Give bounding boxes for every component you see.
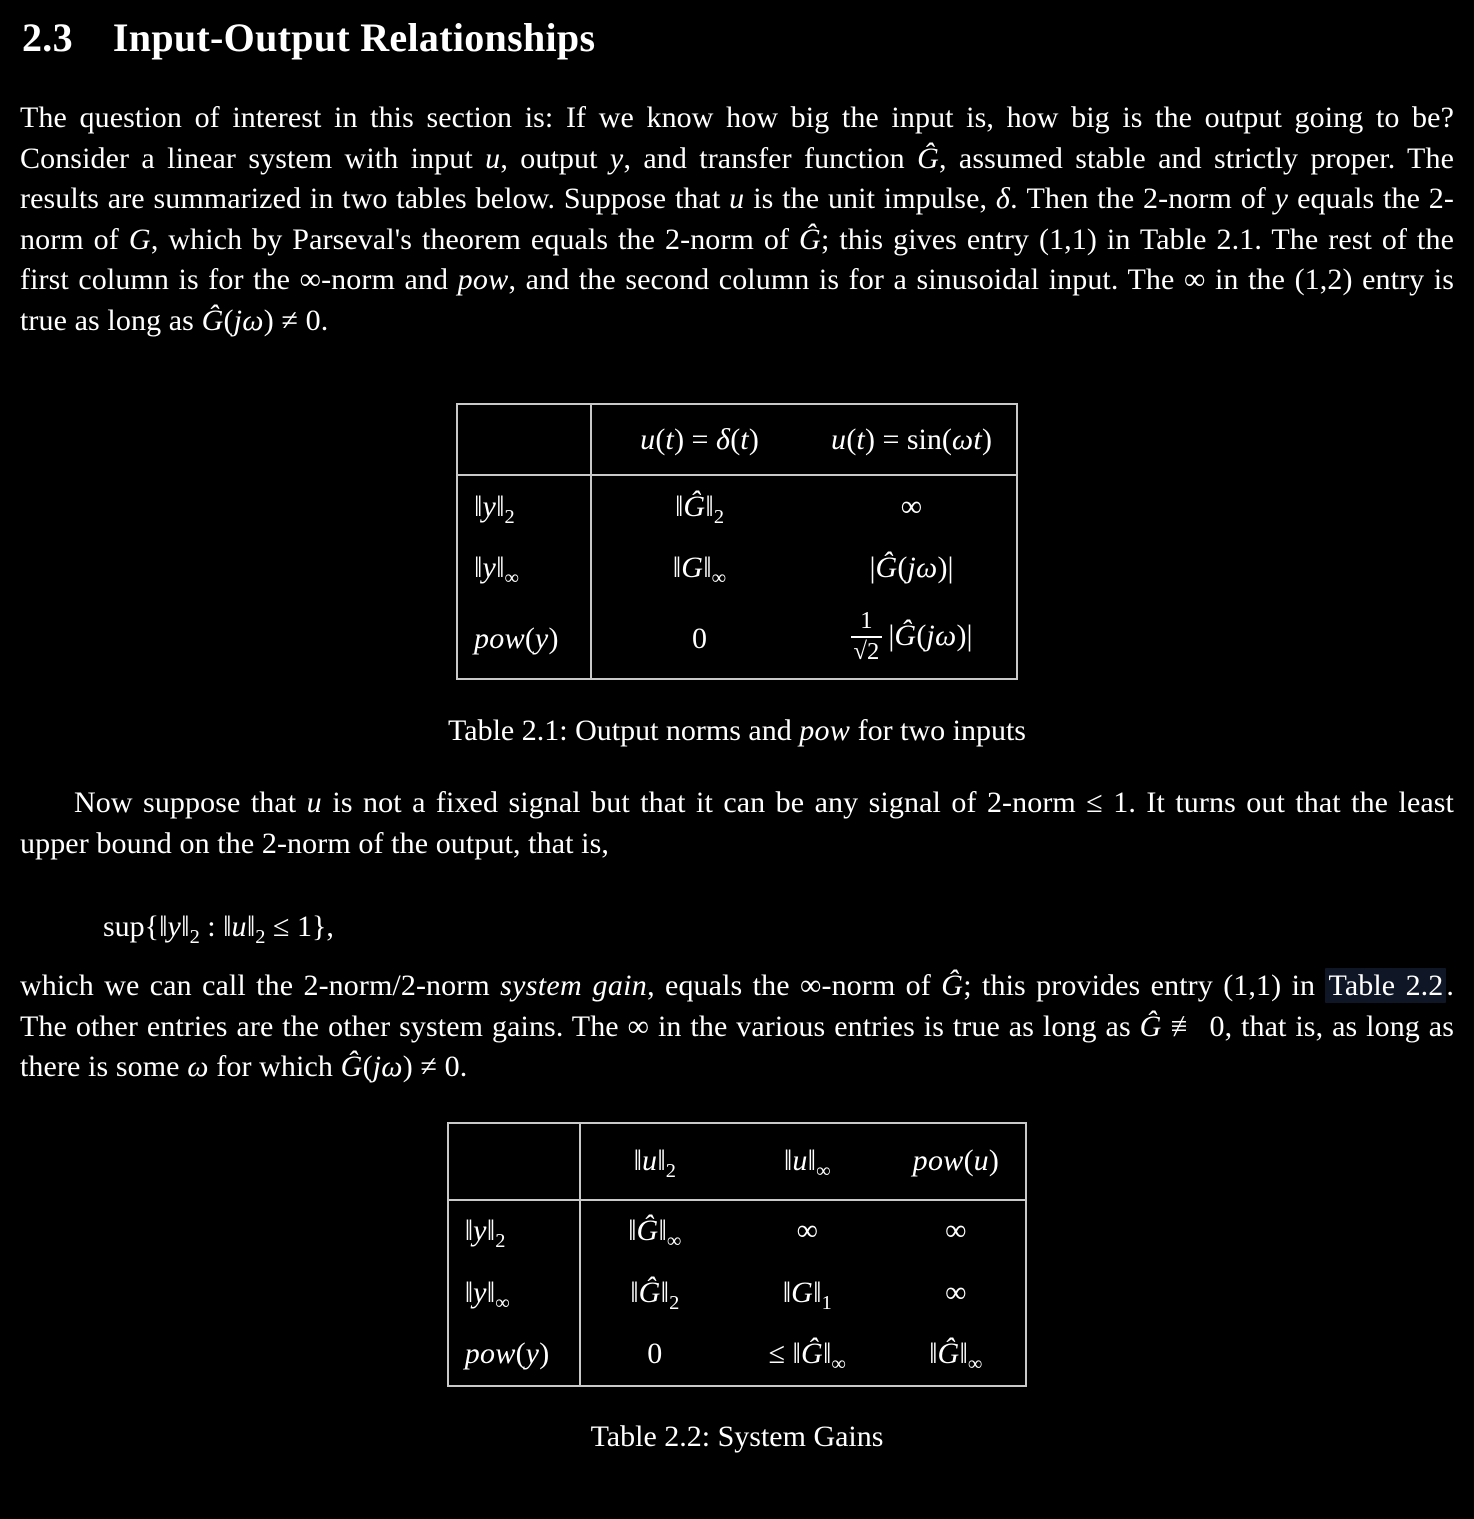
paragraph-sup-intro: Now suppose that u is not a fixed signal but that it can be any signal of 2-norm ≤ 1. It turns out that the least upper bound on the 2-norm of the output, that is, bbox=[20, 786, 1454, 860]
table-row bbox=[457, 599, 1017, 679]
paragraph-system-gain: which we can call the 2-norm/2-norm system gain, equals the ∞-norm of Ĝ; this provides entry (1,1) in Table 2.2 . The other entries are the other system gains. The ∞ in the various entries is true as long as Ĝ ≢ 0, that is, as long as there is some ω for which Ĝ(jω) ≠ 0. bbox=[20, 969, 1454, 1083]
paragraph-intro: The question of interest in this section is: If we know how big the input is, how big is the output going to be? Consider a linear system with input u, output y, and transfer function Ĝ, assumed stable and strictly proper. The results are summarized in two tables below. Suppose that u is the unit impulse, δ. Then the 2-norm of y equals the 2-norm of G, which by Parseval's theorem equals the 2-norm of Ĝ; this gives entry (1,1) in Table 2.1. The rest of the first column is for the ∞-norm and pow, and the second column is for a sinusoidal input. The ∞ in the (1,2) entry is true as long as Ĝ(jω) ≠ 0. bbox=[20, 101, 1455, 337]
row-label-yinf: $‖y‖_\infty$ bbox=[448, 1262, 581, 1324]
column-header-powu: pow(u) bbox=[886, 1123, 1026, 1200]
column-header-sinusoid: u(t) = sin(ωt) bbox=[807, 404, 1017, 475]
corner-cell bbox=[448, 1123, 581, 1200]
column-header-uinf: $‖u‖_\infty$ bbox=[728, 1123, 886, 1200]
table-cell: $‖G‖_1$ bbox=[782, 1275, 832, 1314]
table-2-2-reference[interactable]: Table 2.2 bbox=[1325, 968, 1446, 1003]
table-row bbox=[448, 1262, 1027, 1324]
table-cell: $‖Ĝ‖_2$ bbox=[674, 489, 725, 528]
table-2-1 bbox=[456, 403, 1018, 680]
table-cell: $‖Ĝ‖_\infty$ bbox=[929, 1337, 983, 1375]
row-label-pow: pow(y) bbox=[457, 599, 591, 679]
column-header-impulse: u(t) = δ(t) bbox=[591, 404, 807, 475]
table-cell: 0 bbox=[692, 621, 707, 655]
table-cell: ∞ bbox=[945, 1214, 967, 1247]
row-label-yinf: $‖y‖_\infty$ bbox=[457, 537, 591, 599]
table-cell: |Ĝ(jω)| bbox=[869, 551, 954, 584]
table-2-2-block bbox=[20, 1122, 1454, 1455]
table-2-2 bbox=[447, 1122, 1028, 1387]
row-label-pow: pow(y) bbox=[448, 1324, 581, 1386]
table-2-1-block bbox=[20, 403, 1454, 749]
table-header-row bbox=[448, 1123, 1027, 1200]
table-cell: ≤ $‖Ĝ‖_\infty$ bbox=[768, 1337, 846, 1375]
section-heading bbox=[22, 14, 1454, 62]
table-cell: $‖G‖_\infty$ bbox=[672, 551, 727, 589]
table-row bbox=[457, 537, 1017, 599]
column-header-u2: $‖u‖_2$ bbox=[580, 1123, 728, 1200]
row-label-y2: $‖y‖_2$ bbox=[448, 1200, 581, 1262]
table-cell: ∞ bbox=[945, 1275, 967, 1309]
section-title: Input-Output Relationships bbox=[112, 15, 596, 60]
table-2-2-caption: Table 2.2: System Gains bbox=[590, 1419, 884, 1453]
table-cell: 0 bbox=[647, 1337, 663, 1370]
table-header-row bbox=[457, 404, 1017, 475]
table-2-1-caption: Table 2.1: Output norms and pow for two inputs bbox=[448, 714, 1026, 747]
row-label-y2: $‖y‖_2$ bbox=[457, 475, 591, 537]
table-cell: $‖Ĝ‖_\infty$ bbox=[628, 1214, 682, 1252]
display-equation: $sup\{‖y‖_2$ : $‖u‖_2 \le 1$}, bbox=[103, 910, 334, 948]
table-row bbox=[448, 1200, 1027, 1262]
table-cell: $‖Ĝ‖_2$ bbox=[630, 1275, 680, 1314]
section-number: 2.3 bbox=[22, 15, 73, 60]
table-cell: $\frac{1}{√2}$ |Ĝ(jω)| bbox=[807, 599, 1017, 679]
table-cell: ∞ bbox=[796, 1214, 818, 1247]
table-row bbox=[457, 475, 1017, 537]
table-cell: ∞ bbox=[900, 489, 923, 523]
corner-cell bbox=[457, 404, 591, 475]
table-row bbox=[448, 1324, 1027, 1386]
